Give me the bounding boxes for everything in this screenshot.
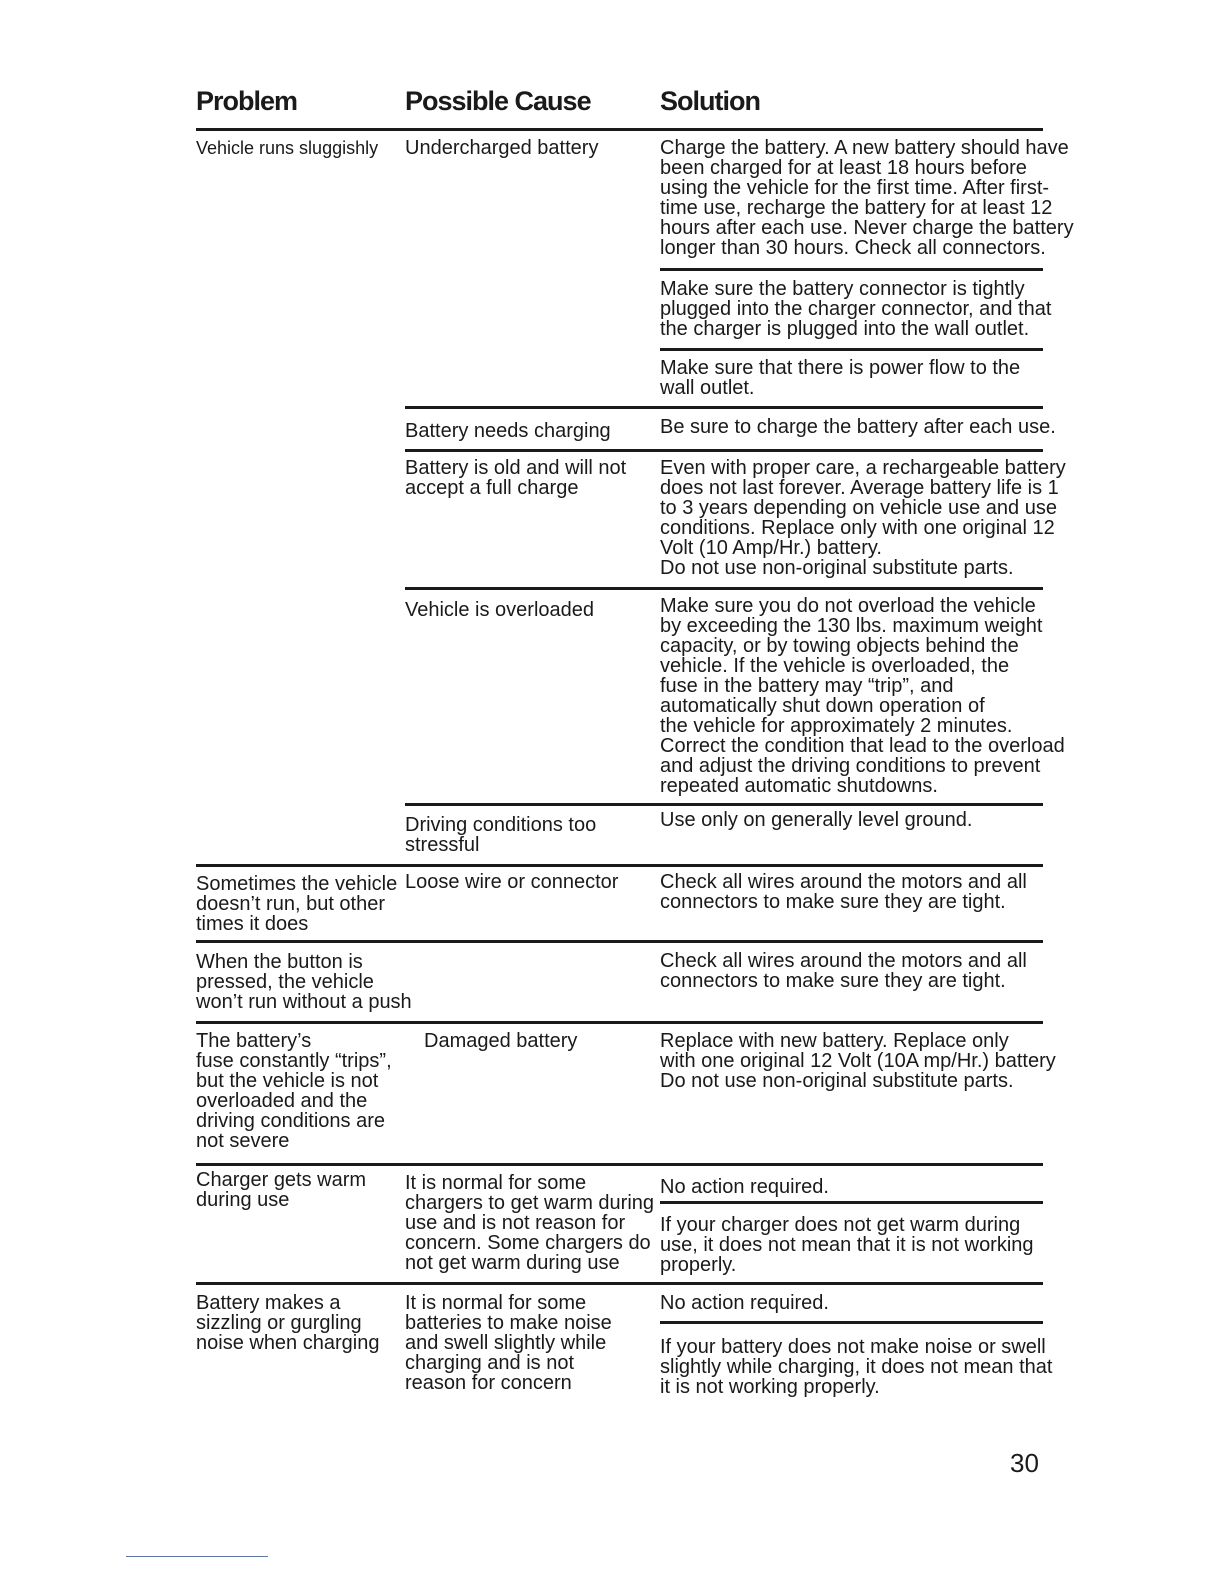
rule	[405, 587, 1043, 590]
cause-text: It is normal for some chargers to get warm during use and is not reason for concern. Some chargers do not get warm during use	[405, 1172, 655, 1274]
rule	[405, 406, 1043, 409]
problem-text: When the button is pressed, the vehicle won’t run without a push	[196, 951, 412, 1013]
rule	[405, 449, 1043, 452]
rule	[196, 864, 1043, 867]
solution-text: Make sure that there is power flow to the wall outlet.	[660, 357, 1021, 399]
problem-text: The battery’s fuse constantly “trips”, but the vehicle is not overloaded and the driving conditions are not severe	[196, 1030, 392, 1152]
solution-text: Make sure the battery connector is tightly plugged into the charger connector, and that the charger is plugged into the wall outlet.	[660, 278, 1052, 340]
header-possible-cause: Possible Cause	[405, 86, 591, 116]
rule	[660, 268, 1043, 271]
solution-text: If your battery does not make noise or swell slightly while charging, it does not mean that it is not working properly.	[660, 1336, 1053, 1398]
solution-text: Replace with new battery. Replace only with one original 12 Volt (10A mp/Hr.) battery Do not use non-original substitute parts.	[660, 1030, 1056, 1092]
solution-text: If your charger does not get warm during use, it does not mean that it is not working properly.	[660, 1214, 1034, 1276]
rule	[196, 1163, 1043, 1166]
cause-text: Driving conditions too stressful	[405, 814, 597, 856]
cause-text: Undercharged battery	[405, 137, 599, 159]
rule	[660, 348, 1043, 351]
solution-text: Charge the battery. A new battery should have been charged for at least 18 hours before using the vehicle for the first time. After first- time use, recharge the battery for at least 12 hours after each use. Never charge the battery longer than 30 hours. Check all connectors.	[660, 137, 1074, 259]
cause-text: Loose wire or connector	[405, 871, 619, 893]
problem-text: Vehicle runs sluggishly	[196, 138, 379, 158]
cause-text: It is normal for some batteries to make noise and swell slightly while charging and is not reason for concern	[405, 1292, 612, 1394]
rule	[660, 1201, 1043, 1204]
cause-text: Vehicle is overloaded	[405, 599, 595, 621]
solution-text: No action required.	[660, 1176, 829, 1198]
solution-text: Even with proper care, a rechargeable battery does not last forever. Average battery life is 1 to 3 years depending on vehicle use and use conditions. Replace only with one original 12 Volt (10 Amp/Hr.) battery. Do not use non-original substitute parts.	[660, 457, 1066, 579]
problem-text: Charger gets warm during use	[196, 1169, 367, 1211]
header-problem: Problem	[196, 86, 298, 116]
solution-text: Make sure you do not overload the vehicle by exceeding the 130 lbs. maximum weight capacity, or by towing objects behind the vehicle. If the vehicle is overloaded, the fuse in the battery may “trip”, and automatically shut down operation of the vehicle for approximately 2 minutes. Correct the condition that lead to the overload and adjust the driving conditions to prevent repeated automatic shutdowns.	[660, 595, 1065, 797]
problem-text: Sometimes the vehicle doesn’t run, but other times it does	[196, 873, 398, 935]
solution-text: Use only on generally level ground.	[660, 809, 973, 831]
solution-text: Check all wires around the motors and all connectors to make sure they are tight.	[660, 950, 1027, 992]
cause-text: Damaged battery	[424, 1030, 578, 1052]
cause-text: Battery is old and will not accept a full charge	[405, 457, 627, 499]
rule	[405, 803, 1043, 806]
header-solution: Solution	[660, 86, 760, 116]
solution-text: Be sure to charge the battery after each use.	[660, 416, 1056, 438]
problem-text: Battery makes a sizzling or gurgling noise when charging	[196, 1292, 380, 1354]
rule-header	[196, 128, 1043, 131]
rule	[196, 1282, 1043, 1285]
solution-text: No action required.	[660, 1292, 829, 1314]
footer-line	[126, 1556, 268, 1557]
rule	[660, 1321, 1043, 1324]
solution-text: Check all wires around the motors and all connectors to make sure they are tight.	[660, 871, 1027, 913]
page-number: 30	[1010, 1448, 1039, 1478]
cause-text: Battery needs charging	[405, 420, 611, 442]
rule	[196, 940, 1043, 943]
rule	[196, 1021, 1043, 1024]
